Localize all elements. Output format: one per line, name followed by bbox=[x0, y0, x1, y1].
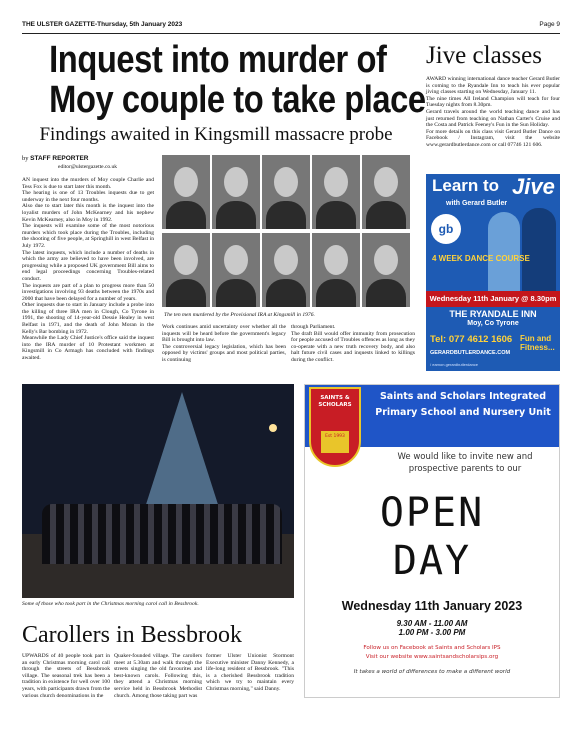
open-day-date: Wednesday 11th January 2023 bbox=[341, 599, 523, 613]
paper-date: THE ULSTER GAZETTE-Thursday, 5th January 2023 bbox=[22, 21, 183, 28]
paragraph: Other inquests due to start in January include a probe into the killing of three IRA men in Clough, Co Tyrone in 1991, the shooting of 14-year-old Dessie Healey in west Belfast in 1971, and the death of John Moran in the Kelly's Bar bombing in 1972. bbox=[22, 302, 154, 335]
paragraph: The inquests are part of a plan to progress more than 50 investigations involving 93 deaths between the 1970s and 2000 that have been delayed for a number of years. bbox=[22, 282, 154, 302]
open-day-title bbox=[305, 489, 559, 585]
byline-prefix: by bbox=[22, 155, 31, 162]
ad-phone: Tel: 077 4612 1606 bbox=[430, 334, 513, 345]
victims-photo-caption: The ten men murdered by the Provisional IRA at Kingsmill in 1976. bbox=[164, 312, 315, 318]
ad-jive-word: Jive bbox=[512, 174, 555, 199]
school-crest bbox=[309, 387, 361, 467]
carollers-photo bbox=[22, 384, 294, 598]
carol-story-column-3: former Ulster Unionist Stormont Executive minister Danny Kennedy, a life-long resident of Bessbrook. "This is a cherished Bessbrook tradition which we try to maintain every Christmas morning," said Danny. bbox=[206, 653, 294, 692]
carol-story-column-1: UPWARDS of 40 people took part in an early Christmas morning carol call through the streets of Bessbrook village. The seasonal trek has been a tradition in existence for well over 100 years, with participants drawn from the various church denominations in the bbox=[22, 653, 110, 699]
open-day-times bbox=[305, 619, 559, 637]
paragraph: through Parliament. bbox=[291, 324, 336, 330]
portrait-photo bbox=[162, 155, 210, 229]
jive-story bbox=[426, 76, 560, 149]
website-link[interactable]: Visit our website www.saintsandscholarsips.org bbox=[365, 654, 499, 660]
ad-date-banner: Wednesday 11th January @ 8.30pm bbox=[426, 291, 560, 307]
byline-email[interactable]: editor@ulstergazette.co.uk bbox=[58, 164, 118, 170]
carollers-group bbox=[42, 504, 282, 564]
open-word: OPEN bbox=[379, 490, 485, 536]
ad-learn-to: Learn to bbox=[432, 176, 500, 195]
street-lamp bbox=[269, 424, 277, 432]
paragraph: AN inquest into the murders of Moy couple Charlie and Tess Fox is due to start later this month. bbox=[22, 177, 154, 190]
gb-logo: gb bbox=[431, 214, 461, 244]
ad-website: GERARDBUTLERDANCE.COM bbox=[430, 350, 511, 356]
school-tagline: It takes a world of differences to make a different world bbox=[353, 669, 511, 675]
paragraph: The hearing is one of 13 Troubles inquests due to get underway in the next four months. bbox=[22, 190, 154, 203]
carol-story-column-2: Quaker-founded village. The carollers meet at 5.30am and walk through the streets singing the old favourites and best-known carols. Following this, they attend a Christmas morning service held in Bessbrook Methodist church. Among those taking part was bbox=[114, 653, 202, 699]
ad-fun-fitness: Fun and Fitness... bbox=[520, 334, 555, 352]
main-headline bbox=[22, 39, 426, 121]
jive-advert bbox=[426, 174, 560, 371]
headline-line-1: Inquest into murder of bbox=[49, 39, 387, 81]
school-contact bbox=[305, 644, 559, 662]
paragraph: Gerard travels around the world teaching dance and has just returned from teaching on Nathan Carter's Cruise and the Costa and Patrick Feeney's Fun in the Sun Holiday. bbox=[426, 108, 560, 129]
ad-with-teacher: with Gerard Butler bbox=[446, 200, 508, 207]
paragraph: Also due to start later this month is the inquest into the loyalist murders of John McKearney and his nephew Kevin McKearney, also in Moy in 1992. bbox=[22, 203, 154, 223]
byline-author: STAFF REPORTER bbox=[30, 155, 89, 162]
paragraph: For more details on this class visit Gerard Butler Dance on Facebook / Instagram, visit the website www.gerardbutlerdance.com or call 07746 121 606. bbox=[426, 128, 560, 148]
portrait-photo bbox=[362, 155, 410, 229]
portrait-photo bbox=[312, 233, 360, 307]
portrait-photo bbox=[212, 155, 260, 229]
paragraph: The latest inquests, which include a number of deaths in which the army are believed to have been involved, are progressing while a proposed UK government Bill aims to end legal proceedings concerning Troubles-related conduct. bbox=[22, 249, 154, 282]
portrait-photo bbox=[312, 155, 360, 229]
paragraph: The draft Bill would offer immunity from prosecution for people accused of Troubles offences as long as they co-operate with a new truth recovery body, and also halt future civil cases and inquests linked to killings during the conflict. bbox=[291, 330, 415, 363]
afternoon-session: 1.00 PM - 3.00 PM bbox=[398, 628, 466, 637]
day-word: DAY bbox=[392, 538, 472, 584]
paragraph: The nine times All Ireland Champion will teach for four Tuesday nights from 8.30pm. bbox=[426, 95, 560, 109]
main-story-column-3 bbox=[291, 324, 415, 364]
portrait-photo bbox=[262, 155, 310, 229]
jive-headline: Jive classes bbox=[426, 42, 542, 69]
crest-name: SAINTS & SCHOLARS bbox=[318, 395, 352, 408]
paragraph: AWARD winning international dance teacher Gerard Butler is coming to the Ryandale Inn to teach his ever popular jiving classes starting on Wednesday, January 11. bbox=[426, 76, 560, 96]
paragraph: Meanwhile the Lady Chief Justice's office said the inquest into the IRA murder of 10 Protestant workmen at Kingsmill in Co Armagh has concluded with findings awaited. bbox=[22, 335, 154, 362]
crest-established: Est 1993 bbox=[321, 431, 349, 453]
school-name: Saints and Scholars Integrated Primary School and Nursery Unit bbox=[375, 391, 551, 418]
headline-line-2: Moy couple to take place bbox=[49, 79, 426, 121]
portrait-photo bbox=[162, 233, 210, 307]
main-story-column-2 bbox=[162, 324, 286, 364]
main-subhead: Findings awaited in Kingsmill massacre probe bbox=[39, 124, 393, 145]
portrait-photo bbox=[262, 233, 310, 307]
page-header bbox=[22, 19, 560, 31]
carollers-headline: Carollers in Bessbrook bbox=[22, 622, 242, 648]
portrait-photo bbox=[212, 233, 260, 307]
header-rule bbox=[22, 33, 560, 34]
ad-venue: THE RYANDALE INN bbox=[449, 309, 537, 319]
invite-text: We would like to invite new and prospective parents to our bbox=[397, 452, 533, 474]
school-open-day-advert bbox=[304, 384, 560, 698]
dancers-photo bbox=[484, 208, 560, 296]
carollers-photo-caption: Some of those who took part in the Christmas morning carol call in Bessbrook. bbox=[22, 601, 199, 607]
ad-location: Moy, Co Tyrone bbox=[467, 320, 519, 327]
facebook-link[interactable]: Follow us on Facebook at Saints and Scholars IPS bbox=[363, 645, 501, 651]
morning-session: 9.30 AM - 11.00 AM bbox=[396, 619, 468, 628]
victims-photo-grid bbox=[162, 155, 412, 308]
paragraph: Work continues amid uncertainty over whether all the inquests will be heard before the government's legacy Bill is brought into law. bbox=[162, 324, 286, 344]
main-story-column-1 bbox=[22, 177, 154, 362]
ad-social: / eamon.gerardbutlerdance bbox=[430, 362, 479, 367]
paragraph: The inquests will examine some of the most notorious murders which took place during the Troubles, including the shooting of five people, at Springhill in west Belfast in July 1972. bbox=[22, 223, 154, 249]
ad-course: 4 WEEK DANCE COURSE bbox=[432, 254, 530, 263]
byline bbox=[22, 155, 152, 171]
paragraph: The controversial legacy legislation, which has been opposed by victims' groups and most political parties, is continuing bbox=[162, 343, 286, 363]
portrait-photo bbox=[362, 233, 410, 307]
page-number: Page 9 bbox=[539, 21, 560, 28]
